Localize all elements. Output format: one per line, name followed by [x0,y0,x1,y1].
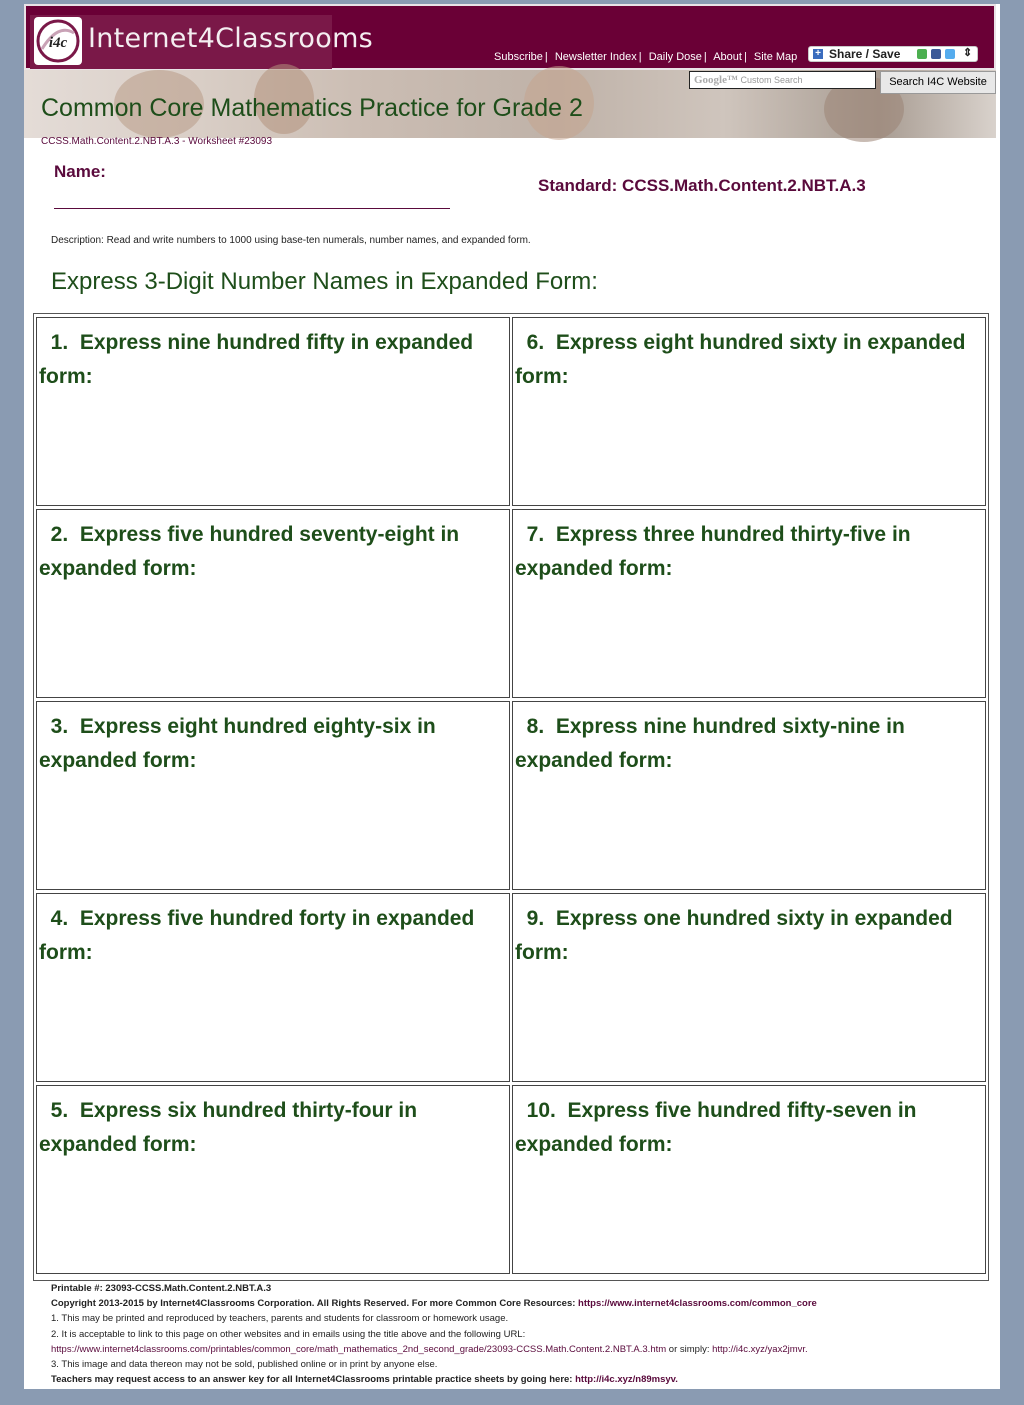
search-input[interactable] [689,71,876,89]
answer-key-note: Teachers may request access to an answer key for all Internet4Classrooms printable practice sheets by going here: http://i4c.xyz/n89msyv. [51,1374,678,1386]
footer-note: 1. This may be printed and reproduced by teachers, parents and students for classroom or homework usage. [51,1313,509,1325]
nav-separator: | [544,51,548,63]
question-text: 4. Express five hundred forty in expanded form: [39,907,475,964]
i4c-logo-icon [36,19,80,63]
question-cell [36,317,510,506]
question-text: 8. Express nine hundred sixty-nine in expanded form: [515,715,905,772]
worksheet-title: Express 3-Digit Number Names in Expanded Form: [51,268,598,295]
nav-site-map[interactable]: Site Map [753,51,798,63]
question-cell [36,509,510,698]
footer-note: 3. This image and data thereon may not be sold, published online or in print by anyone else. [51,1359,438,1371]
search-placeholder: Custom Search [740,75,803,85]
search-button[interactable]: Search I4C Website [880,71,996,94]
question-cell [36,701,510,890]
footer [51,1281,991,1387]
description: Description: Read and write numbers to 1000 using base-ten numerals, number names, and expanded form. [51,235,531,246]
common-core-link[interactable]: https://www.internet4classrooms.com/common_core [578,1298,817,1310]
question-text: 3. Express eight hundred eighty-six in expanded form: [39,715,436,772]
nav-newsletter-index[interactable]: Newsletter Index [554,51,637,63]
name-line [54,208,450,209]
facebook-icon [931,49,941,59]
twitter-icon [945,49,955,59]
site-logo[interactable] [30,15,374,69]
copyright: Copyright 2013-2015 by Internet4Classrooms Corporation. All Rights Reserved. For more Common Core Resources: https://www.internet4classrooms.com/common_core [51,1298,817,1310]
short-url-link[interactable]: http://i4c.xyz/yax2jmvr. [712,1343,808,1355]
nav-separator: | [638,51,642,63]
name-label: Name: [54,162,106,181]
logo-badge-text: i4c [48,35,68,51]
standard-label: Standard: CCSS.Math.Content.2.NBT.A.3 [538,176,866,195]
top-nav [494,51,797,63]
nav-separator: | [743,51,747,63]
question-text: 1. Express nine hundred fifty in expanded form: [39,331,474,388]
question-cell [512,1085,986,1274]
question-cell [36,893,510,1082]
question-cell [512,893,986,1082]
nav-about[interactable]: About [713,51,742,63]
site-header [24,4,996,70]
nav-subscribe[interactable]: Subscribe [494,51,543,63]
nav-daily-dose[interactable]: Daily Dose [648,51,702,63]
share-plus-icon: + [813,49,823,59]
logo-text: Internet4Classrooms [88,23,374,54]
question-text: 5. Express six hundred thirty-four in expanded form: [39,1099,418,1156]
logo-badge-icon [34,17,82,65]
breadcrumb: CCSS.Math.Content.2.NBT.A.3 - Worksheet #23093 [41,136,273,147]
question-text: 7. Express three hundred thirty-five in expanded form: [515,523,911,580]
question-text: 6. Express eight hundred sixty in expanded form: [515,331,966,388]
answer-key-link[interactable]: http://i4c.xyz/n89msyv. [575,1374,678,1386]
page [24,4,1000,1389]
question-grid [33,313,989,1281]
question-text: 2. Express five hundred seventy-eight in expanded form: [39,523,460,580]
printable-number: Printable #: 23093-CCSS.Math.Content.2.NBT.A.3 [51,1283,272,1294]
question-cell [512,509,986,698]
nav-separator: | [703,51,707,63]
page-url-link[interactable]: https://www.internet4classrooms.com/printables/common_core/math_mathematics_2nd_second_grade/23093-CCSS.Math.Content.2.NBT.A.3.htm [51,1343,667,1355]
question-cell [512,701,986,890]
share-dropdown-icon: ⇕ [963,47,973,59]
footer-url-line: https://www.internet4classrooms.com/printables/common_core/math_mathematics_2nd_second_grade/23093-CCSS.Math.Content.2.NBT.A.3.htm or simply: http://i4c.xyz/yax2jmvr. [51,1343,808,1355]
question-cell [36,1085,510,1274]
share-green-icon [917,49,927,59]
footer-note: 2. It is acceptable to link to this page on other websites and in emails using the title above and the following URL: [51,1328,526,1340]
share-label: Share / Save [829,47,901,61]
question-text: 10. Express five hundred fifty-seven in expanded form: [515,1099,917,1156]
question-text: 9. Express one hundred sixty in expanded form: [515,907,953,964]
google-label: Google™ [694,74,738,86]
question-cell [512,317,986,506]
page-title: Common Core Mathematics Practice for Grade 2 [41,94,583,122]
share-save-button[interactable] [808,46,978,62]
